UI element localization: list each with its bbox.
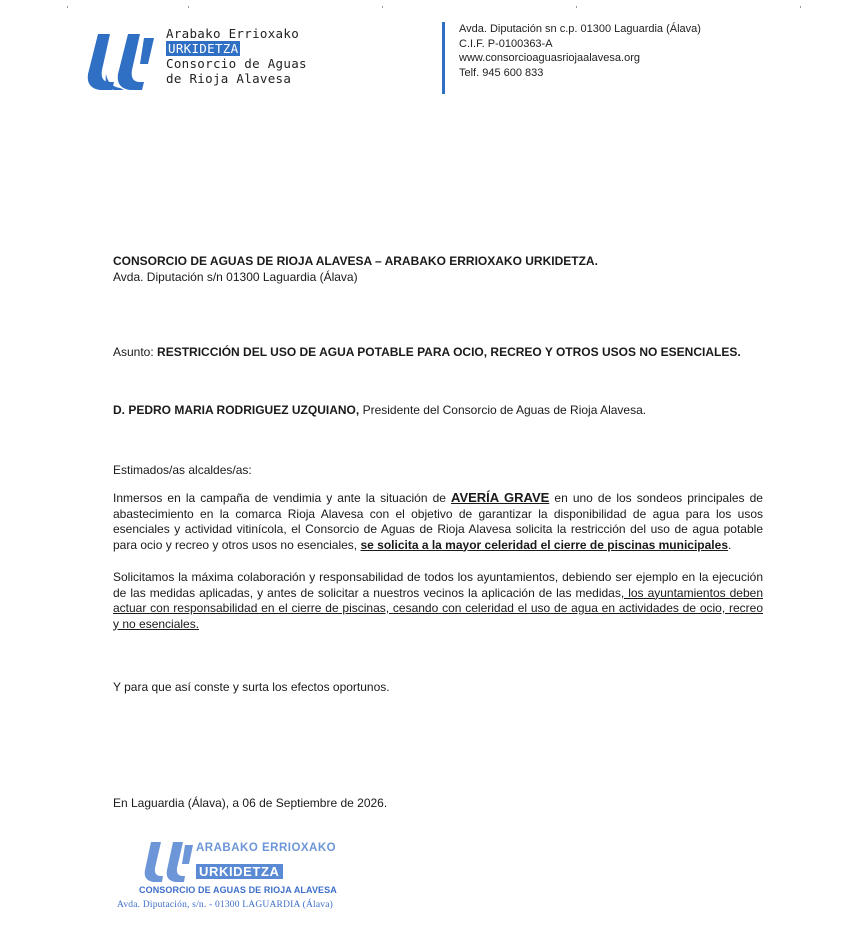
contact-phone: Telf. 945 600 833 (459, 66, 544, 79)
subject-label: Asunto: (113, 345, 154, 359)
stamp-line-4: Avda. Diputación, s/n. - 01300 LAGUARDIA (Álava) (117, 900, 334, 910)
stamp-line-1: ARABAKO ERRIOXAKO (196, 842, 337, 854)
stamp-logo-icon (143, 840, 195, 884)
brand-block (166, 26, 307, 86)
closing-line: Y para que así conste y surta los efectos oportunos. (113, 680, 390, 694)
scan-marks (0, 0, 863, 10)
brand-line-3: Consorcio de Aguas (166, 56, 307, 71)
brand-line-4: de Rioja Alavesa (166, 71, 292, 86)
contact-address: Avda. Diputación sn c.p. 01300 Laguardia (Álava) (459, 23, 701, 35)
header-divider (442, 22, 445, 94)
brand-line-2: URKIDETZA (168, 41, 239, 56)
paragraph-2-text: Solicitamos la máxima colaboración y responsabilidad de todos los ayuntamientos, debiendo ser ejemplo en la ejecución de las medidas aplicadas, y antes de solicitar a nuestros vecinos la aplicación de las medidas (113, 570, 763, 600)
paragraph-1-underlined: se solicita a la mayor celeridad el cierre de piscinas municipales (360, 537, 728, 552)
recipient-name: CONSORCIO DE AGUAS DE RIOJA ALAVESA – ARABAKO ERRIOXAKO URKIDETZA. (113, 254, 598, 268)
subject-text: RESTRICCIÓN DEL USO DE AGUA POTABLE PARA OCIO, RECREO Y OTROS USOS NO ESENCIALES. (157, 345, 741, 359)
contact-cif: C.I.F. P-0100363-A (459, 37, 553, 50)
sender-line (113, 403, 803, 419)
sender-name: D. PEDRO MARIA RODRIGUEZ UZQUIANO, (113, 403, 360, 417)
paragraph-1 (113, 490, 763, 553)
stamp-line-2: URKIDETZA (196, 864, 283, 879)
averia-grave-emphasis: AVERÍA GRAVE (451, 490, 550, 505)
stamp-line-3: CONSORCIO DE AGUAS DE RIOJA ALAVESA (139, 885, 337, 895)
consorcio-logo-icon (84, 30, 162, 94)
contact-web: www.consorcioaguasriojaalavesa.org (459, 52, 640, 64)
contact-block (459, 22, 701, 80)
paragraph-1-end: . (728, 537, 732, 552)
paragraph-2-underlined: , los ayuntamientos deben actuar con responsabilidad en el cierre de piscinas, cesando con celeridad el uso de agua en actividades de ocio, recreo y no esenciales. (113, 585, 764, 631)
greeting: Estimados/as alcaldes/as: (113, 463, 252, 477)
place-date: En Laguardia (Álava), a 06 de Septiembre de 2026. (113, 796, 388, 810)
paragraph-1-text-b: en uno de los sondeos principales de abastecimiento en la comarca Rioja Alavesa con el objetivo de garantizar la disponibilidad de agua para los usos esenciales y actividad vitinícola, el Consorcio de Aguas de Rioja Alavesa solicita la restricción del uso de agua potable para ocio y recreo y otros usos no esenciales, (113, 491, 763, 552)
paragraph-1-text-a: Inmersos en la campaña de vendimia y ante la situación de (113, 491, 446, 505)
subject-line (113, 345, 803, 361)
recipient-address: Avda. Diputación s/n 01300 Laguardia (Álava) (113, 270, 358, 284)
sender-role: Presidente del Consorcio de Aguas de Rioja Alavesa. (362, 403, 647, 417)
paragraph-2 (113, 570, 763, 632)
brand-line-1: Arabako Errioxako (166, 26, 300, 41)
